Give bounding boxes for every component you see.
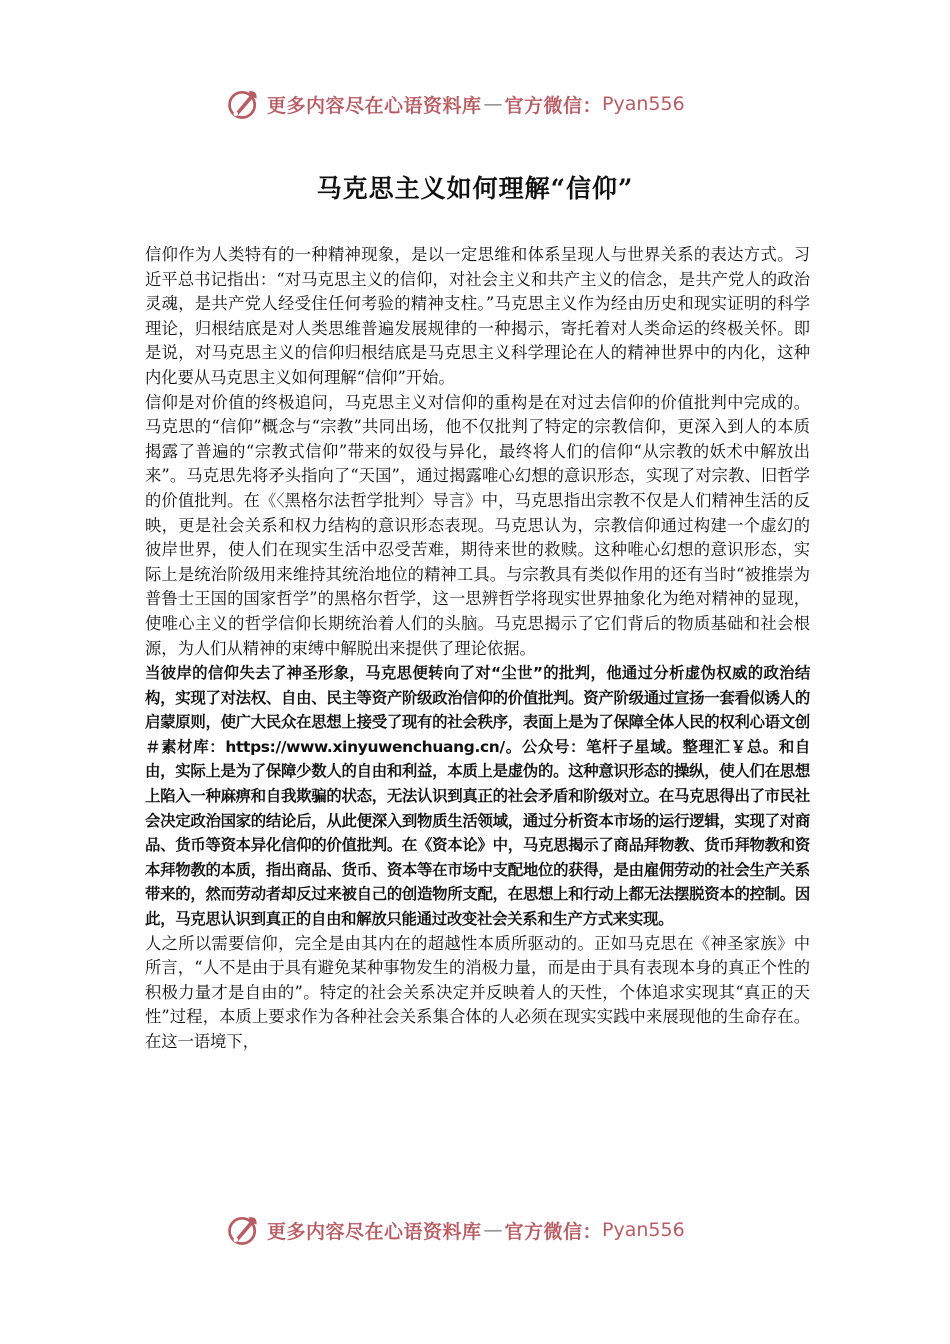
- footer-banner[interactable]: [225, 1210, 745, 1250]
- paragraph-3: 当彼岸的信仰失去了神圣形象，马克思便转向了对“尘世”的批判，他通过分析虚伪权威的政治结构，实现了对法权、自由、民主等资产阶级政治信仰的价值批判。资产阶级通过宣扬一套看似诱人的启蒙原则，使广大民众在思想上接受了现有的社会秩序，表面上是为了保障全体人民的权利心语文创＃素材库：https://www.xinyuwenchuang.cn/。公众号：笔杆子星域。整理汇￥总。和自由，实际上是为了保障少数人的自由和利益，本质上是虚伪的。这种意识形态的操纵，使人们在思想上陷入一种麻痹和自我欺骗的状态，无法认识到真正的社会矛盾和阶级对立。在马克思得出了市民社会决定政治国家的结论后，从此便深入到物质生活领域，通过分析资本市场的运行逻辑，实现了对商品、货币等资本异化信仰的价值批判。在《资本论》中，马克思揭示了商品拜物教、货币拜物教和资本拜物教的本质，指出商品、货币、资本等在市场中支配地位的获得，是由雇佣劳动的社会生产关系带来的，然而劳动者却反过来被自己的创造物所支配，在思想上和行动上都无法摆脱资本的控制。因此，马克思认识到真正的自由和解放只能通过改变社会关系和生产方式来实现。: [145, 664, 810, 929]
- banner-text: 更多内容尽在心语资料库: [267, 1220, 482, 1243]
- paragraph-4: 人之所以需要信仰，完全是由其内在的超越性本质所驱动的。正如马克思在《神圣家族》中所言，“人不是由于具有避免某种事物发生的消极力量，而是由于具有表现本身的真正个性的积极力量才是自由的”。特定的社会关系决定并反映着人的天性，个体追求实现其“真正的天性”过程，本质上要求作为各种社会关系集合体的人必须在现实实践中来展现他的生命存在。在这一语境下，: [145, 933, 810, 1051]
- paragraph-2: 信仰是对价值的终极追问，马克思主义对信仰的重构是在对过去信仰的价值批判中完成的。马克思的“信仰”概念与“宗教”共同出场，他不仅批判了特定的宗教信仰，更深入到人的本质揭露了普遍的“宗教式信仰”带来的奴役与异化，最终将人们的信仰“从宗教的妖术中解放出来”。马克思先将矛头指向了“天国”，通过揭露唯心幻想的意识形态，实现了对宗教、旧哲学的价值批判。在《〈黑格尔法哲学批判〉导言》中，马克思指出宗教不仅是人们精神生活的反映，更是社会关系和权力结构的意识形态表现。马克思认为，宗教信仰通过构建一个虚幻的彼岸世界，使人们在现实生活中忍受苦难，期待来世的救赎。这种唯心幻想的意识形态，实际上是统治阶级用来维持其统治地位的精神工具。与宗教具有类似作用的还有当时“被推崇为普鲁士王国的国家哲学”的黑格尔哲学，这一思辨哲学将现实世界抽象化为绝对精神的显现，使唯心主义的哲学信仰长期统治着人们的头脑。马克思揭示了它们背后的物质基础和社会根源，为人们从精神的束缚中解脱出来提供了理论依据。: [145, 392, 810, 658]
- banner-contact: 官方微信：: [504, 94, 603, 117]
- banner-text: 更多内容尽在心语资料库: [267, 94, 482, 117]
- quill-logo-icon: [225, 86, 261, 122]
- banner-contact: 官方微信：: [504, 1220, 603, 1243]
- document-body: [145, 243, 810, 1055]
- header-banner[interactable]: [225, 84, 745, 124]
- banner-wechat-id: Pyan556: [602, 93, 685, 115]
- banner-separator: —: [483, 93, 503, 115]
- document-title: 马克思主义如何理解“信仰”: [316, 173, 634, 203]
- quill-logo-icon: [225, 1212, 261, 1248]
- banner-separator: —: [483, 1219, 503, 1241]
- banner-wechat-id: Pyan556: [602, 1219, 685, 1241]
- paragraph-1: 信仰作为人类特有的一种精神现象，是以一定思维和体系呈现人与世界关系的表达方式。习近平总书记指出：“对马克思主义的信仰，对社会主义和共产主义的信念，是共产党人的政治灵魂，是共产党人经受住任何考验的精神支柱。”马克思主义作为经由历史和现实证明的科学理论，归根结底是对人类思维普遍发展规律的一种揭示，寄托着对人类命运的终极关怀。即是说，对马克思主义的信仰归根结底是马克思主义科学理论在人的精神世界中的内化，这种内化要从马克思主义如何理解“信仰”开始。: [145, 245, 810, 387]
